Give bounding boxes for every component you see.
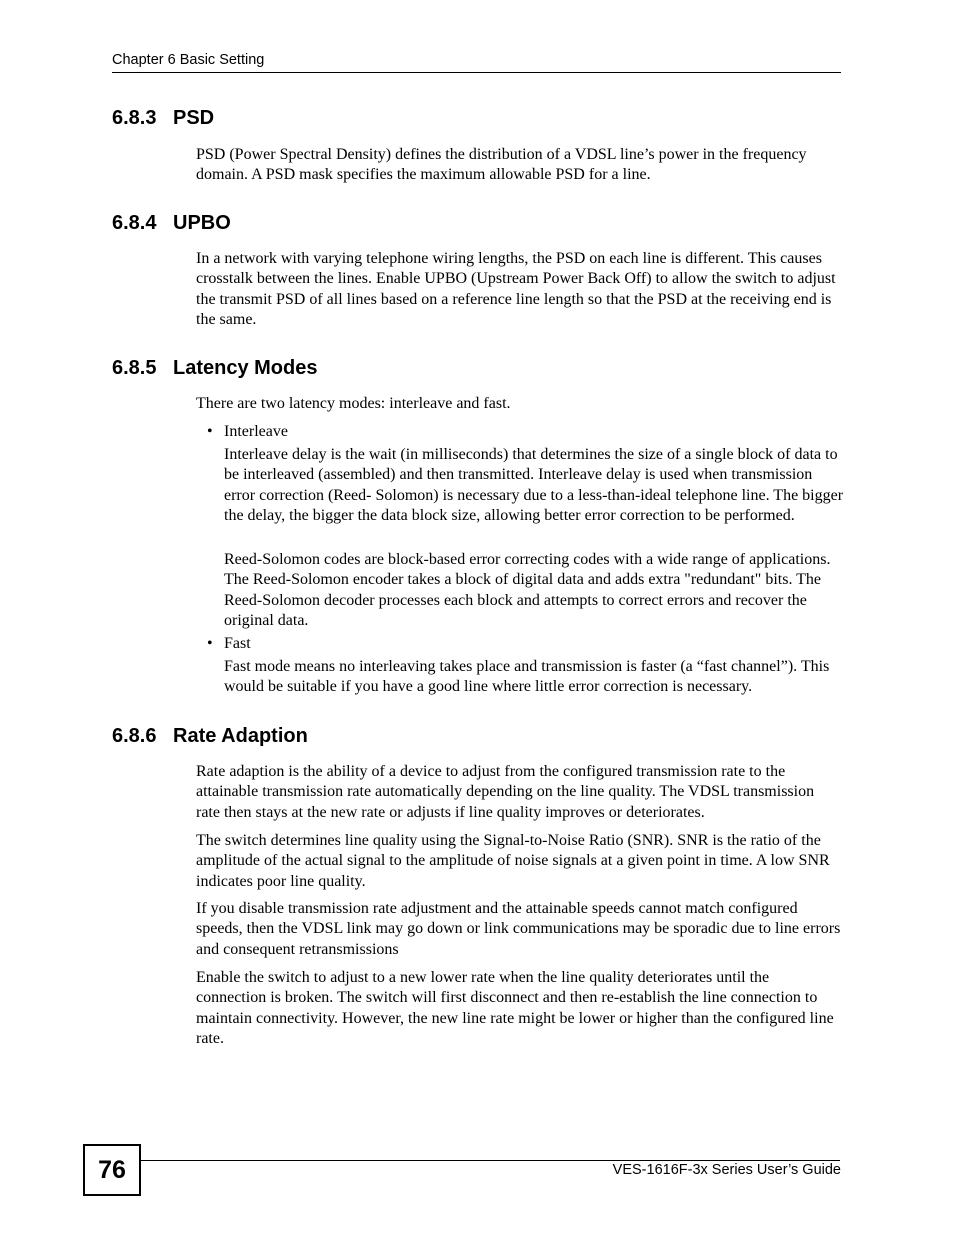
section-heading-rate bbox=[112, 725, 308, 748]
guide-title: VES-1616F-3x Series User’s Guide bbox=[612, 1162, 841, 1178]
rate-paragraph-2: The switch determines line quality using the Signal-to-Noise Ratio (SNR). SNR is the ratio of the amplitude of the actual signal to the amplitude of noise signals at a given point in time. A low SNR indicates poor line quality. bbox=[196, 832, 830, 890]
section-number: 6.8.4 bbox=[112, 212, 157, 234]
rate-paragraph-3: If you disable transmission rate adjustment and the attainable speeds cannot match configured speeds, then the VDSL link may go down or link communications may be sporadic due to line errors and consequent retransmissions bbox=[196, 900, 841, 958]
section-title: Rate Adaption bbox=[173, 725, 308, 747]
section-number: 6.8.5 bbox=[112, 357, 157, 379]
fast-paragraph: Fast mode means no interleaving takes place and transmission is faster (a “fast channel”). This would be suitable if you have a good line where little error correction is necessary. bbox=[224, 658, 830, 696]
rate-paragraph-4: Enable the switch to adjust to a new lower rate when the line quality deteriorates until the connection is broken. The switch will first disconnect and then re-establish the line connection to maintain connectivity. However, the new line rate might be lower or higher than the configured line rate. bbox=[196, 969, 834, 1048]
section-number: 6.8.3 bbox=[112, 107, 157, 129]
footer-rule bbox=[140, 1160, 840, 1161]
interleave-paragraph-2: Reed-Solomon codes are block-based error correcting codes with a wide range of applications. The Reed-Solomon encoder takes a block of digital data and adds extra "redundant" bits. The Reed-Solomon decoder processes each block and attempts to correct errors and recover the original data. bbox=[224, 551, 831, 630]
upbo-paragraph: In a network with varying telephone wiring lengths, the PSD on each line is different. This causes crosstalk between the lines. Enable UPBO (Upstream Power Back Off) to allow the switch to adjust the transmit PSD of all lines based on a reference line length so that the PSD at the receiving end is the same. bbox=[196, 250, 836, 329]
bullet-label-interleave: Interleave bbox=[224, 423, 288, 440]
bullet-marker: • bbox=[207, 635, 213, 652]
section-heading-latency bbox=[112, 357, 317, 380]
latency-intro: There are two latency modes: interleave and fast. bbox=[196, 395, 511, 412]
rate-paragraph-1: Rate adaption is the ability of a device to adjust from the configured transmission rate to the attainable transmission rate automatically depending on the line quality. The VDSL transmission rate then stays at the new rate or adjusts if line quality improves or deteriorates. bbox=[196, 763, 815, 821]
page-number: 76 bbox=[83, 1144, 141, 1196]
running-header bbox=[112, 50, 841, 73]
bullet-marker: • bbox=[207, 423, 213, 440]
section-title: PSD bbox=[173, 107, 215, 129]
chapter-title: Chapter 6 Basic Setting bbox=[112, 52, 265, 68]
bullet-label-fast: Fast bbox=[224, 635, 251, 652]
interleave-paragraph-1: Interleave delay is the wait (in milliseconds) that determines the size of a single block of data to be interleaved (assembled) and then transmitted. Interleave delay is used when transmission error correction (Reed- Solomon) is necessary due to a less-than-ideal telephone line. The bigger the delay, the bigger the data block size, allowing better error correction to be performed. bbox=[224, 446, 844, 525]
section-title: UPBO bbox=[173, 212, 231, 234]
section-heading-psd bbox=[112, 107, 214, 130]
section-heading-upbo bbox=[112, 212, 231, 235]
section-number: 6.8.6 bbox=[112, 725, 157, 747]
section-title: Latency Modes bbox=[173, 357, 318, 379]
psd-paragraph: PSD (Power Spectral Density) defines the distribution of a VDSL line’s power in the frequency domain. A PSD mask specifies the maximum allowable PSD for a line. bbox=[196, 146, 807, 184]
